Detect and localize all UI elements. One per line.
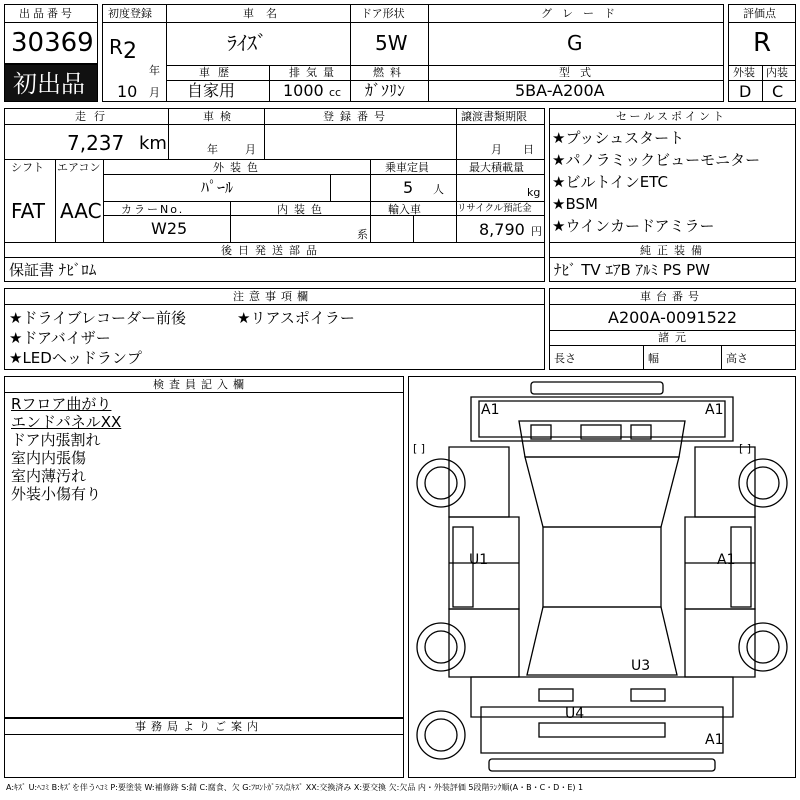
- car-diagram: [408, 376, 796, 778]
- score-label: 評価点: [743, 7, 776, 20]
- color-no-label: カラーNo.: [121, 203, 185, 216]
- displacement-unit: cc: [329, 86, 342, 99]
- mark-rear-right: U3: [631, 658, 651, 674]
- mark-left-door: U1: [469, 552, 489, 568]
- selling-point-1: ★プッシュスタート: [552, 129, 685, 147]
- grade: G: [567, 31, 583, 55]
- model-label: 型式: [559, 66, 601, 79]
- ext-label: 外装: [733, 66, 755, 79]
- era-year: 2: [123, 39, 137, 64]
- first-listing-badge: [4, 64, 98, 102]
- name-label: 車名: [243, 7, 289, 20]
- transfer-day-unit: 日: [523, 143, 534, 156]
- int-label: 内装: [766, 66, 788, 79]
- score: R: [753, 28, 772, 58]
- score-box: [728, 4, 796, 102]
- later-parts: 保証書 ﾅﾋﾞﾛﾑ: [9, 261, 97, 279]
- selling-points-label: セールスポイント: [616, 110, 728, 123]
- ac: AAC: [60, 199, 102, 223]
- first-reg-label: 初度登録: [108, 7, 152, 20]
- lot-number-box: [4, 4, 98, 64]
- year-unit: 年: [149, 64, 160, 77]
- spec-box: [4, 108, 545, 282]
- max-load-unit: kg: [527, 186, 541, 199]
- inspector-box: [4, 376, 404, 718]
- reg-no-label: 登録番号: [323, 110, 391, 123]
- import-label: 輸入車: [388, 203, 421, 216]
- selling-points-box: [549, 108, 796, 282]
- lot-number-label: 出品番号: [19, 7, 75, 20]
- capacity-label: 乗車定員: [385, 161, 429, 174]
- lot-number: 30369: [11, 28, 94, 58]
- mark-front-right: A1: [705, 402, 724, 418]
- insp-year-unit: 年: [207, 143, 218, 156]
- first-listing-text: 初出品: [13, 70, 85, 98]
- mileage-label: 走行: [75, 110, 113, 123]
- recycle-amount: 8,790: [479, 220, 525, 239]
- int-grade: C: [772, 82, 784, 101]
- car-diagram-svg: [409, 377, 795, 777]
- fuel-label: 燃料: [373, 66, 407, 79]
- inspection-label: 車検: [203, 110, 237, 123]
- door-label: ドア形状: [361, 7, 405, 20]
- header-main-box: [102, 4, 724, 102]
- reg-month: 10: [117, 82, 138, 101]
- selling-point-2: ★パノラミックビューモニター: [552, 151, 761, 169]
- transfer-label: 譲渡書類期限: [461, 110, 527, 123]
- interior-color-label: 内装色: [277, 203, 328, 216]
- history: 自家用: [187, 81, 236, 100]
- legend: A:ｷｽﾞ U:ﾍｺﾐ B:ｷｽﾞを伴うﾍｺﾐ P:要塗装 W:補修跡 S:錆 C:腐食、欠 G:ﾌﾛﾝﾄｶﾞﾗｽ点ｷｽﾞ XX:交換済み X:要交換 欠:欠品 内・外装評価 5段階ﾗﾝｸ順(A・B・C・D・E) 1: [6, 783, 584, 792]
- mark-rear-bumper: A1: [705, 732, 724, 748]
- interior-color-unit: 系: [357, 228, 368, 241]
- mark-right-door: A1: [717, 552, 736, 568]
- car-name: ﾗｲｽﾞ: [227, 31, 267, 55]
- office-box: [4, 718, 404, 778]
- later-parts-label: 後日発送部品: [221, 244, 323, 257]
- equipment: ﾅﾋﾞ TV ｴｱB ｱﾙﾐ PS PW: [554, 261, 710, 279]
- notes-label: 注意事項欄: [233, 290, 313, 303]
- note-rear-spoiler: ★リアスポイラー: [237, 309, 355, 327]
- ext-grade: D: [739, 82, 752, 101]
- chassis-number: A200A-0091522: [608, 308, 738, 327]
- note-door-visor: ★ドアバイザー: [9, 329, 111, 347]
- mileage: 7,237: [67, 131, 125, 155]
- insp-line-4: 室内内張傷: [11, 449, 87, 467]
- capacity-unit: 人: [433, 183, 444, 196]
- insp-month-unit: 月: [245, 143, 256, 156]
- insp-line-5: 室内薄汚れ: [11, 467, 87, 485]
- ac-label: エアコン: [57, 161, 101, 174]
- bracket-left: [ ]: [413, 442, 426, 455]
- fuel: ｶﾞｿﾘﾝ: [365, 81, 406, 100]
- mileage-unit: km: [139, 133, 167, 154]
- note-drive-recorder: ★ドライブレコーダー前後: [9, 309, 186, 327]
- month-unit: 月: [149, 86, 160, 99]
- mark-front-left: A1: [481, 402, 500, 418]
- selling-point-5: ★ウインカードアミラー: [552, 217, 715, 235]
- era: R: [109, 35, 123, 59]
- chassis-box: [549, 288, 796, 370]
- chassis-label: 車台番号: [640, 290, 704, 303]
- mark-rear-center: U4: [565, 706, 585, 722]
- shift-label: シフト: [11, 161, 44, 174]
- transfer-month-unit: 月: [491, 143, 502, 156]
- max-load-label: 最大積載量: [469, 161, 524, 174]
- insp-line-1: Rフロア曲がり: [11, 395, 112, 413]
- shift: FAT: [11, 199, 46, 223]
- grade-label: グレード: [541, 7, 625, 20]
- insp-line-3: ドア内張割れ: [11, 431, 101, 449]
- dims-label: 諸元: [658, 331, 692, 344]
- capacity: 5: [403, 178, 414, 197]
- exterior-color: ﾊﾟｰﾙ: [201, 178, 234, 197]
- office-label: 事務局よりご案内: [135, 720, 263, 733]
- notes-box: [4, 288, 545, 370]
- inspector-label: 検査員記入欄: [153, 378, 249, 391]
- bracket-right: [ ]: [739, 442, 752, 455]
- door-type: 5W: [375, 31, 408, 55]
- model: 5BA-A200A: [515, 81, 605, 100]
- exterior-color-label: 外装色: [213, 161, 264, 174]
- insp-line-6: 外装小傷有り: [11, 485, 102, 503]
- length-label: 長さ: [554, 352, 576, 365]
- history-label: 車歴: [199, 66, 237, 79]
- insp-line-2: エンドパネルXX: [11, 413, 122, 431]
- recycle-label: リサイクル預託金: [457, 203, 532, 214]
- width-label: 幅: [648, 352, 659, 365]
- selling-point-4: ★BSM: [552, 195, 598, 213]
- note-led-headlamp: ★LEDヘッドランプ: [9, 349, 142, 367]
- recycle-unit: 円: [531, 225, 542, 238]
- equipment-label: 純正装備: [640, 244, 708, 257]
- selling-point-3: ★ビルトインETC: [552, 173, 668, 191]
- color-no: W25: [151, 219, 188, 238]
- height-label: 高さ: [726, 352, 748, 365]
- displacement: 1000: [283, 81, 324, 100]
- displacement-label: 排気量: [289, 66, 340, 79]
